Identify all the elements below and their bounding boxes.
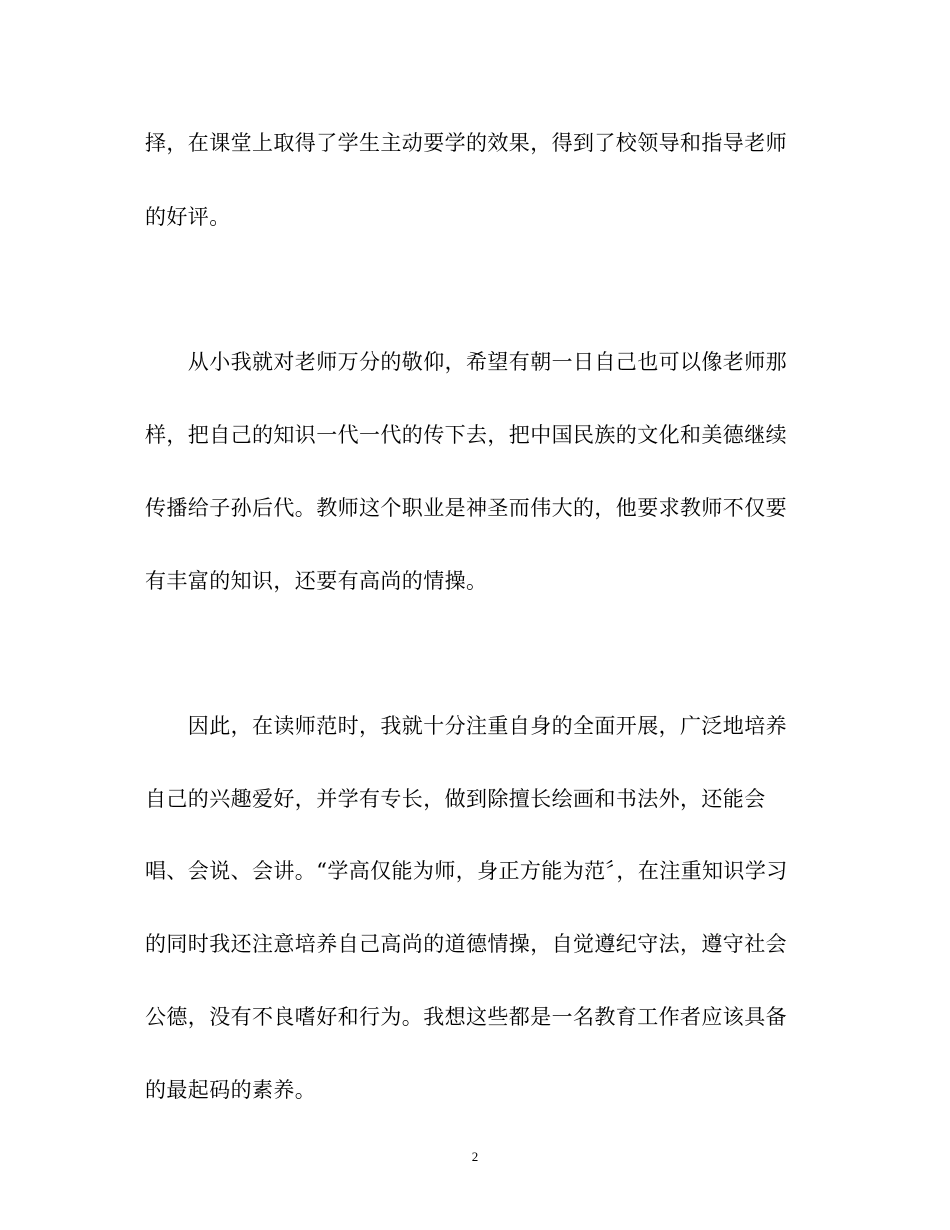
paragraph-3-line-2: 自己的兴趣爱好，并学有专长，做到除擅长绘画和书法外，还能会 — [145, 787, 766, 811]
page-number: 2 — [471, 1149, 479, 1164]
paragraph-2-line-1: 从小我就对老师万分的敬仰，希望有朝一日自己也可以像老师那 — [145, 350, 787, 374]
paragraph-2-line-3: 传播给子孙后代。教师这个职业是神圣而伟大的，他要求教师不仅要 — [145, 496, 787, 520]
paragraph-3-line-6: 的最起码的素养。 — [145, 1078, 317, 1102]
paragraph-1-line-2: 的好评。 — [145, 205, 231, 229]
paragraph-2-line-4: 有丰富的知识，还要有高尚的情操。 — [145, 569, 488, 593]
paragraph-3-line-5: 公德，没有不良嗜好和行为。我想这些都是一名教育工作者应该具备 — [145, 1005, 787, 1029]
paragraph-2-line-2: 样，把自己的知识一代一代的传下去，把中国民族的文化和美德继续 — [145, 423, 787, 447]
paragraph-3-line-3: 唱、会说、会讲。“学高仅能为师，身正方能为范〞，在注重知识学习 — [145, 859, 788, 883]
paragraph-3-line-4: 的同时我还注意培养自己高尚的道德情操，自觉遵纪守法，遵守社会 — [145, 932, 787, 956]
paragraph-3-line-1: 因此，在读师范时，我就十分注重自身的全面开展，广泛地培养 — [145, 714, 787, 738]
paragraph-1-line-1: 择，在课堂上取得了学生主动要学的效果，得到了校领导和指导老师 — [145, 131, 787, 155]
